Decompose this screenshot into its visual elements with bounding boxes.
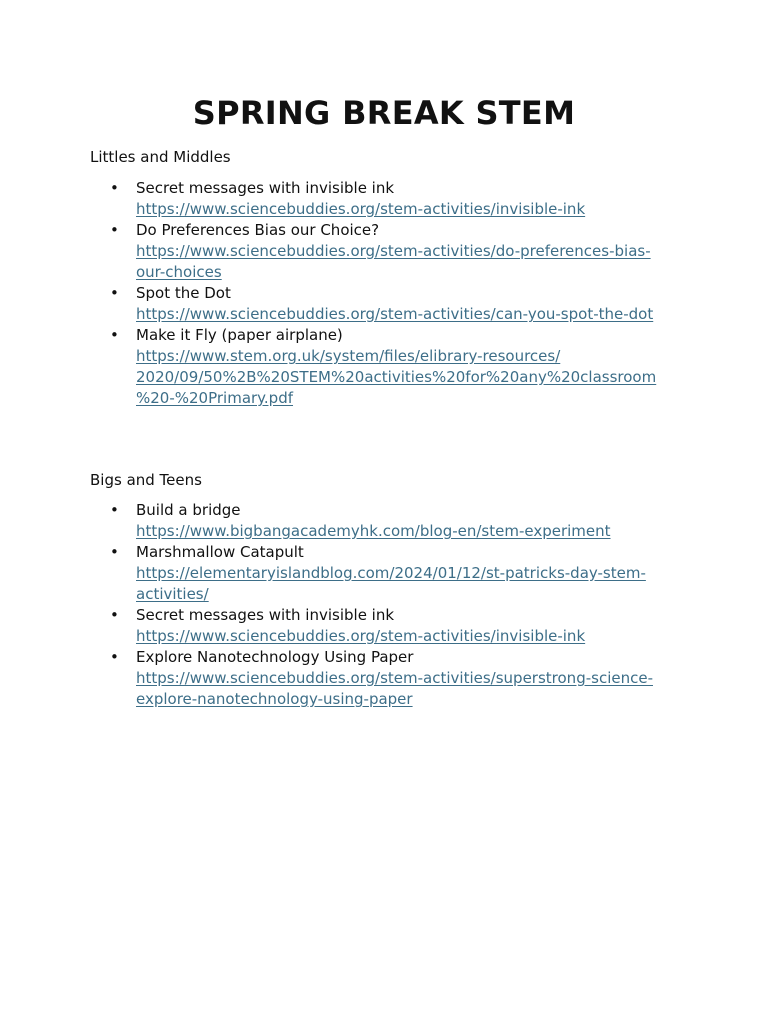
- link-text: %20-%20Primary.pdf: [136, 389, 294, 407]
- activity-link[interactable]: [136, 668, 668, 710]
- activity-title: Marshmallow Catapult: [136, 543, 304, 561]
- activity-title: Build a bridge: [136, 501, 241, 519]
- activity-title: Make it Fly (paper airplane): [136, 326, 343, 344]
- link-text: https://www.sciencebuddies.org/stem-activities/invisible-ink: [136, 627, 586, 645]
- bullet-icon: •: [110, 326, 119, 344]
- list-item: [0, 605, 768, 647]
- activity-link[interactable]: [136, 304, 668, 325]
- activity-link[interactable]: [136, 241, 668, 283]
- link-text: https://www.bigbangacademyhk.com/blog-en/stem-experiment: [136, 522, 611, 540]
- list-item: [0, 178, 768, 220]
- document-title: SPRING BREAK STEM: [192, 94, 576, 132]
- bullet-icon: •: [110, 221, 119, 239]
- activity-link[interactable]: [136, 521, 668, 542]
- bullet-icon: •: [110, 179, 119, 197]
- activity-list-littles-middles: [0, 178, 768, 409]
- activity-link[interactable]: [136, 346, 668, 409]
- activity-title: Secret messages with invisible ink: [136, 179, 395, 197]
- activity-link[interactable]: [136, 199, 668, 220]
- list-item: [0, 220, 768, 283]
- activity-list-bigs-teens: [0, 500, 768, 710]
- link-text: https://www.sciencebuddies.org/stem-activities/invisible-ink: [136, 200, 586, 218]
- link-text: 2020/09/50%2B%20STEM%20activities%20for%20any%20classroom: [136, 368, 657, 386]
- link-text: https://www.sciencebuddies.org/stem-activities/can-you-spot-the-dot: [136, 305, 654, 323]
- activity-title: Spot the Dot: [136, 284, 231, 302]
- list-item: [0, 542, 768, 605]
- activity-title: Do Preferences Bias our Choice?: [136, 221, 380, 239]
- link-text: https://www.stem.org.uk/system/files/elibrary-resources/: [136, 347, 561, 365]
- activity-link[interactable]: [136, 563, 668, 605]
- activity-title: Explore Nanotechnology Using Paper: [136, 648, 414, 666]
- bullet-icon: •: [110, 648, 119, 666]
- link-text: https://www.sciencebuddies.org/stem-activities/superstrong-science-: [136, 669, 653, 687]
- list-item: [0, 500, 768, 542]
- bullet-icon: •: [110, 606, 119, 624]
- section-heading-littles-middles: Littles and Middles: [90, 148, 231, 166]
- bullet-icon: •: [110, 501, 119, 519]
- list-item: [0, 325, 768, 409]
- link-text: activities/: [136, 585, 209, 603]
- bullet-icon: •: [110, 284, 119, 302]
- bullet-icon: •: [110, 543, 119, 561]
- link-text: explore-nanotechnology-using-paper: [136, 690, 413, 708]
- link-text: our-choices: [136, 263, 222, 281]
- section-heading-bigs-teens: Bigs and Teens: [90, 471, 202, 489]
- link-text: https://www.sciencebuddies.org/stem-activities/do-preferences-bias-: [136, 242, 651, 260]
- link-text: https://elementaryislandblog.com/2024/01/12/st-patricks-day-stem-: [136, 564, 646, 582]
- list-item: [0, 283, 768, 325]
- activity-link[interactable]: [136, 626, 668, 647]
- activity-title: Secret messages with invisible ink: [136, 606, 395, 624]
- list-item: [0, 647, 768, 710]
